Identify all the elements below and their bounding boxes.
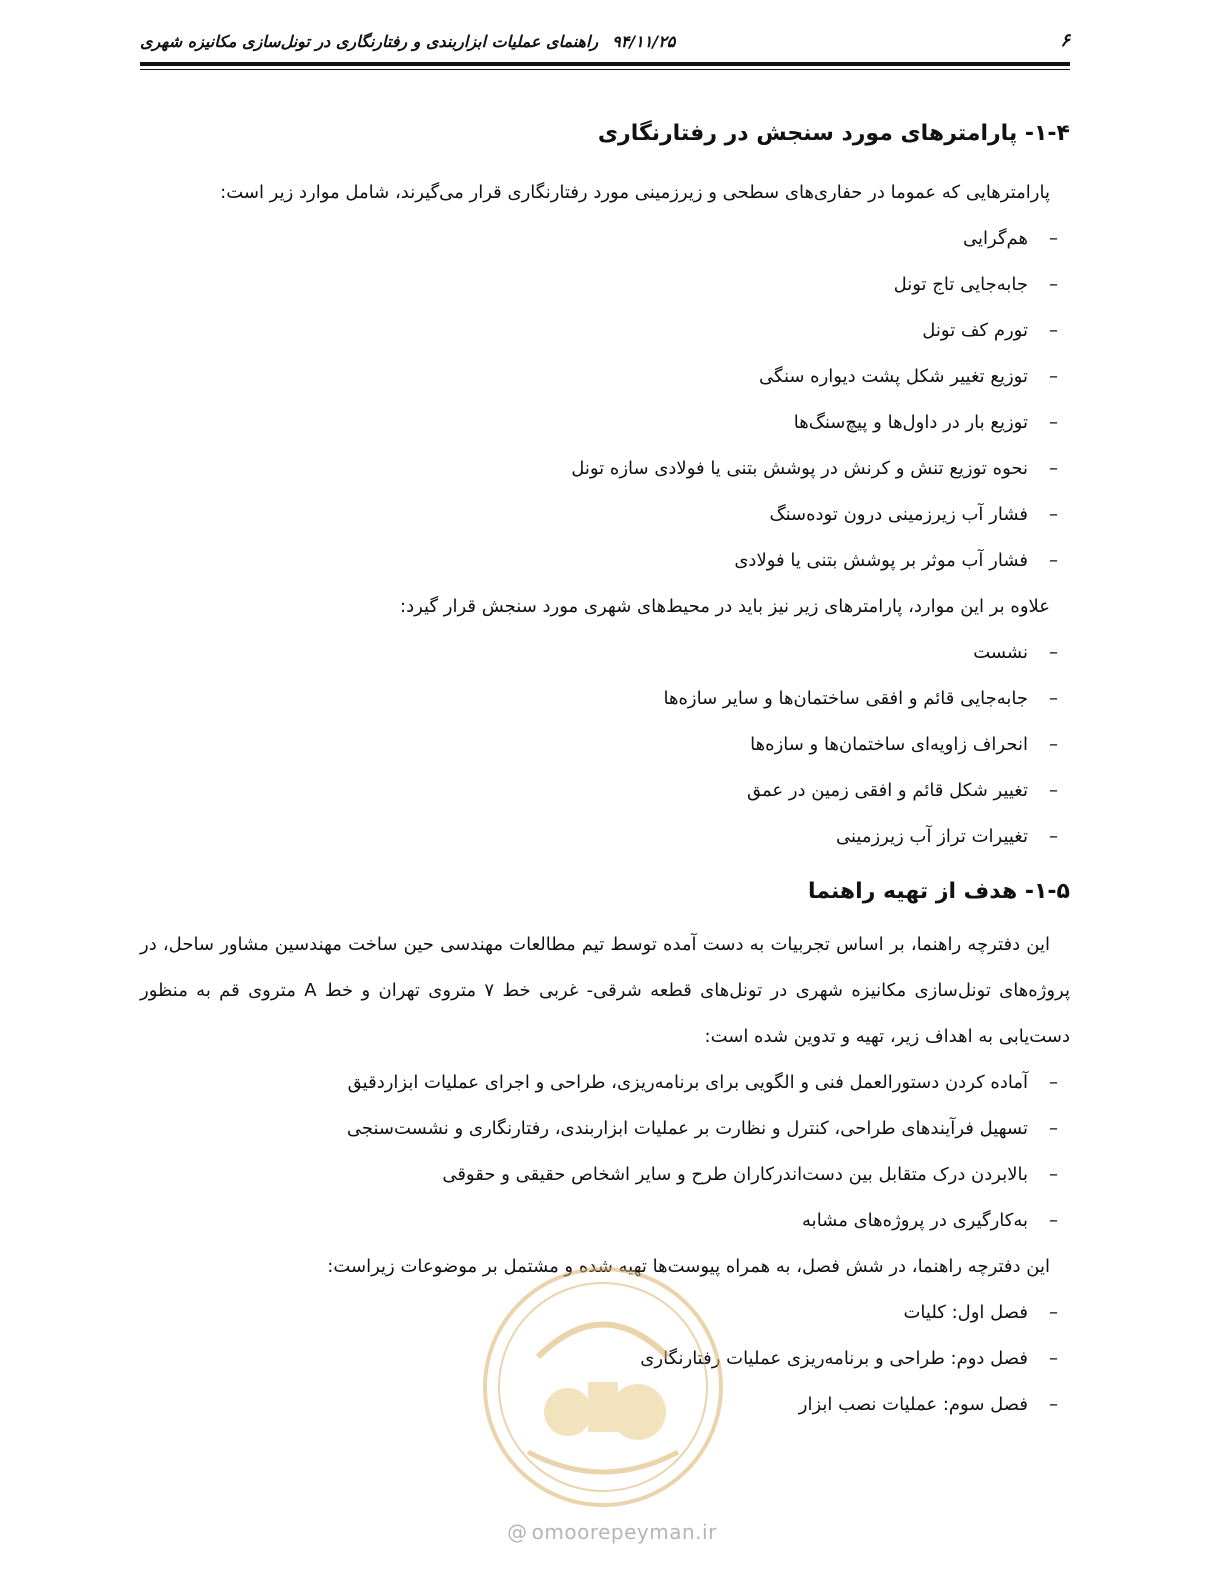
list-item: – فصل اول: کلیات [140,1290,1058,1336]
page-number: ۶ [1060,30,1070,51]
list-marker: – [1049,550,1058,571]
list-item: – توزیع تغییر شکل پشت دیواره سنگی [140,354,1058,400]
page-header [140,30,1070,56]
list-marker: – [1049,1394,1058,1415]
list-item: – جابه‌جایی تاج تونل [140,262,1058,308]
list-marker: – [1049,1302,1058,1323]
parameter-list [140,216,1070,584]
list-marker: – [1049,228,1058,249]
list-marker: – [1049,688,1058,709]
list-marker: – [1049,734,1058,755]
list-marker: – [1049,412,1058,433]
watermark-url: @ omoorepeyman.ir [507,1520,717,1544]
chapters-list [140,1290,1070,1428]
list-marker: – [1049,826,1058,847]
list-item: – انحراف زاویه‌ای ساختمان‌ها و سازه‌ها [140,722,1058,768]
list-item: – جابه‌جایی قائم و افقی ساختمان‌ها و سایر سازه‌ها [140,676,1058,722]
page-content [140,108,1070,1428]
list-item: – بالابردن درک متقابل بین دست‌اندرکاران طرح و سایر اشخاص حقیقی و حقوقی [140,1152,1058,1198]
list-marker: – [1049,1210,1058,1231]
at-icon: @ [507,1520,528,1544]
list-item: – نشست [140,630,1058,676]
list-item: – تسهیل فرآیندهای طراحی، کنترل و نظارت بر عملیات ابزاربندی، رفتارنگاری و نشست‌سنجی [140,1106,1058,1152]
list-item: – تغییرات تراز آب زیرزمینی [140,814,1058,860]
list-marker: – [1049,1348,1058,1369]
list-marker: – [1049,1118,1058,1139]
list-marker: – [1049,1072,1058,1093]
list-marker: – [1049,458,1058,479]
section-1-5-paragraph: این دفترچه راهنما، بر اساس تجربیات به دست آمده توسط تیم مطالعات مهندسی حین ساخت مهندسین مشاور ساحل، در پروژه‌های تونل‌سازی مکانیزه شهری در تونل‌های قطعه شرقی- غربی خط ۷ متروی تهران و خط A متروی قم به منظور دست‌یابی به اهداف زیر، تهیه و تدوین شده است: [140,934,1070,1047]
list-item: – تغییر شکل قائم و افقی زمین در عمق [140,768,1058,814]
urban-parameters-intro: علاوه بر این موارد، پارامترهای زیر نیز باید در محیط‌های شهری مورد سنجش قرار گیرد: [400,596,1050,617]
list-item: – به‌کارگیری در پروژه‌های مشابه [140,1198,1058,1244]
list-item: – فشار آب زیرزمینی درون توده‌سنگ [140,492,1058,538]
list-marker: – [1049,504,1058,525]
header-date: ۹۴/۱۱/۲۵ [612,32,676,51]
list-item: – نحوه توزیع تنش و کرنش در پوشش بتنی یا فولادی سازه تونل [140,446,1058,492]
header-title-group [140,32,675,51]
section-heading-1-4: ۱-۴- پارامترهای مورد سنجش در رفتارنگاری [597,121,1070,146]
goals-list [140,1060,1070,1244]
list-marker: – [1049,366,1058,387]
list-item: – آماده کردن دستورالعمل فنی و الگویی برای برنامه‌ریزی، طراحی و اجرای عملیات ابزاردقیق [140,1060,1058,1106]
list-marker: – [1049,320,1058,341]
list-item: – فصل دوم: طراحی و برنامه‌ریزی عملیات رفتارنگاری [140,1336,1058,1382]
list-item: – فشار آب موثر بر پوشش بتنی یا فولادی [140,538,1058,584]
list-item: – توزیع بار در داول‌ها و پیچ‌سنگ‌ها [140,400,1058,446]
list-marker: – [1049,1164,1058,1185]
header-title: راهنمای عملیات ابزاربندی و رفتارنگاری در تونل‌سازی مکانیزه شهری [140,32,599,51]
header-rule-thick [140,62,1070,66]
urban-parameter-list [140,630,1070,860]
section-heading-1-5: ۱-۵- هدف از تهیه راهنما [807,879,1070,904]
list-item: – تورم کف تونل [140,308,1058,354]
list-marker: – [1049,642,1058,663]
chapters-intro: این دفترچه راهنما، در شش فصل، به همراه پیوست‌ها تهیه شده و مشتمل بر موضوعات زیراست: [327,1256,1050,1277]
section-1-4-intro: پارامترهایی که عموما در حفاری‌های سطحی و زیرزمینی مورد رفتارنگاری قرار می‌گیرند، شامل موارد زیر است: [220,182,1050,203]
list-marker: – [1049,780,1058,801]
header-rule-thin [140,69,1070,70]
list-marker: – [1049,274,1058,295]
list-item: – هم‌گرایی [140,216,1058,262]
list-item: – فصل سوم: عملیات نصب ابزار [140,1382,1058,1428]
